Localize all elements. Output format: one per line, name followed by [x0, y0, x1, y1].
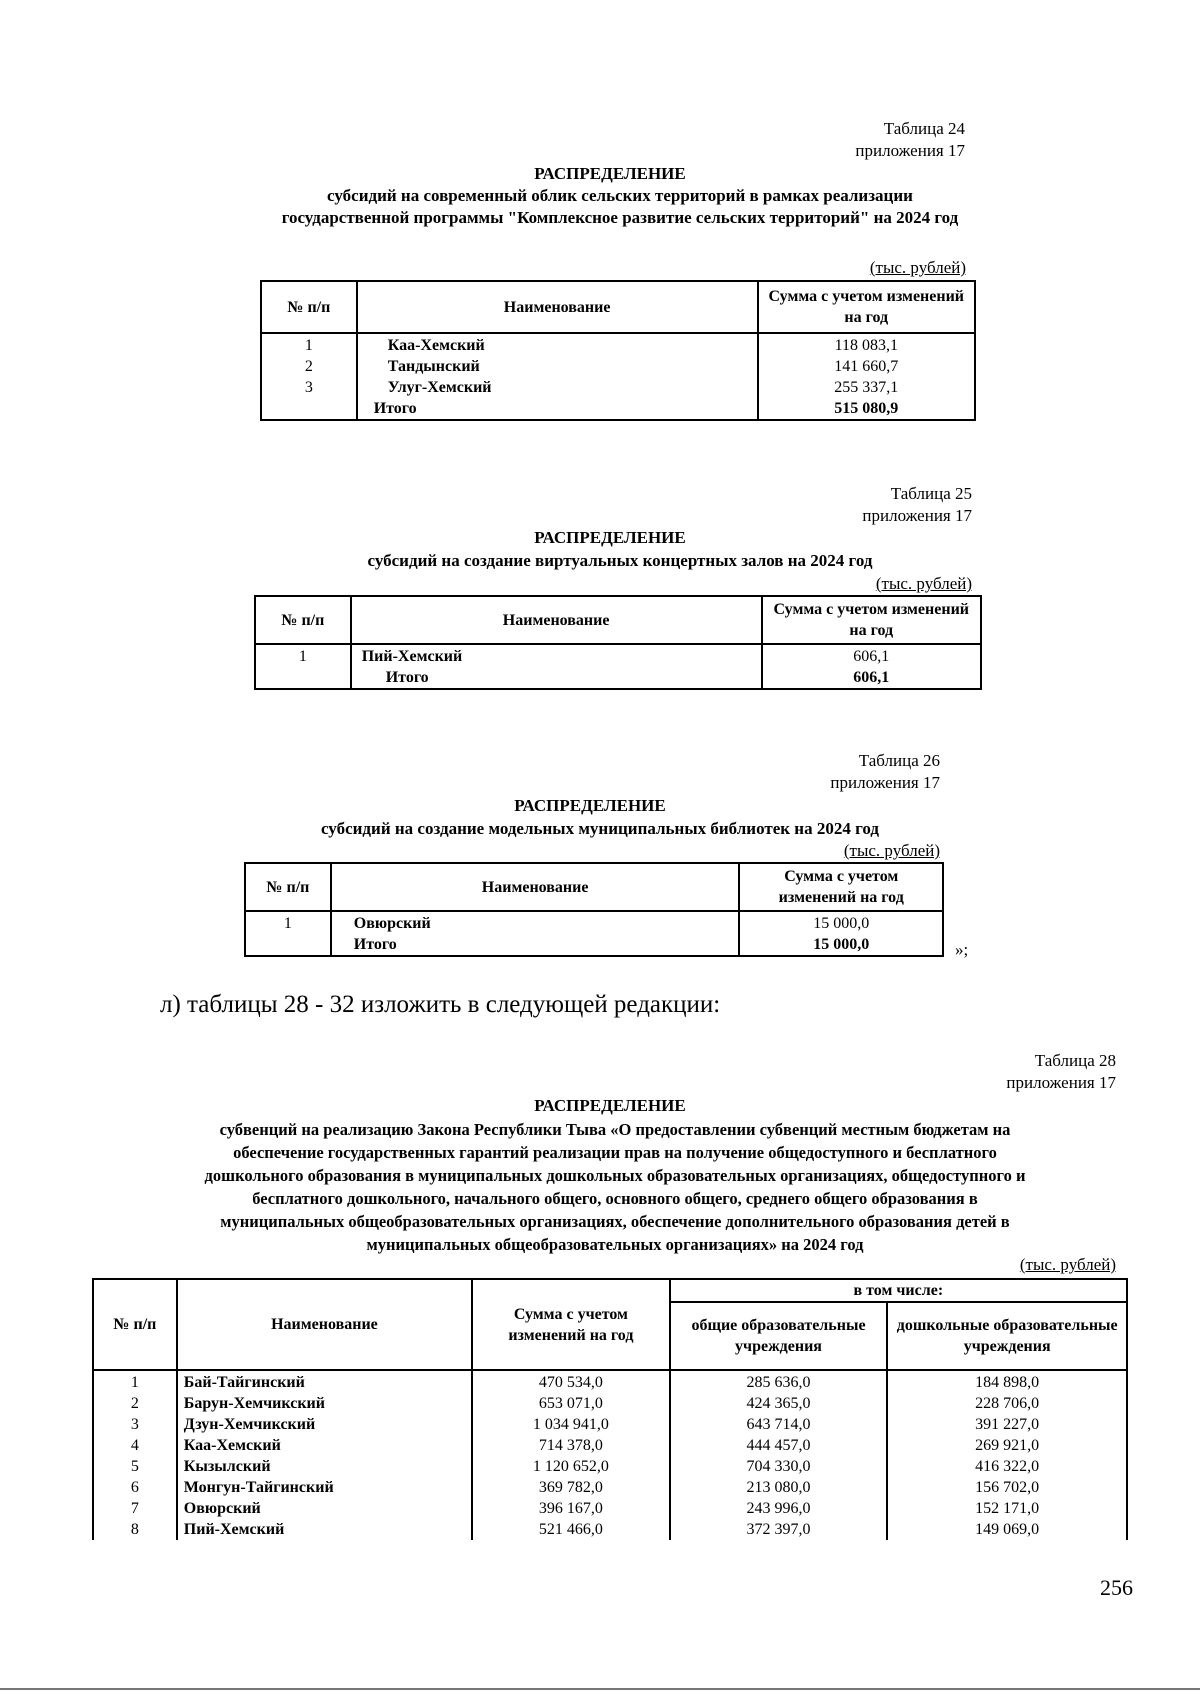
col-header-general: общие образовательные учреждения [670, 1302, 888, 1370]
col-header-name: Наименование [351, 596, 762, 644]
total-row: Итого 515 080,9 [261, 398, 975, 420]
table-row: 1 Овюрский 15 000,0 [245, 911, 943, 934]
table-row: 3 Дзун-Хемчикский 1 034 941,0 643 714,0 391 227,0 [93, 1414, 1127, 1435]
table-row: 6 Монгун-Тайгинский 369 782,0 213 080,0 156 702,0 [93, 1477, 1127, 1498]
col-header-sum: Сумма с учетом изменений на год [758, 281, 975, 333]
table26-unit: (тыс. рублей) [843, 841, 940, 860]
table24 [260, 280, 976, 421]
table25-unit: (тыс. рублей) [875, 574, 972, 593]
table-row: 3 Улуг-Хемский 255 337,1 [261, 377, 975, 398]
col-header-num: № п/п [245, 863, 331, 911]
page-bottom-line [0, 1688, 1200, 1690]
table-row: 2 Барун-Хемчикский 653 071,0 424 365,0 228 706,0 [93, 1393, 1127, 1414]
col-header-name: Наименование [331, 863, 740, 911]
instruction-paragraph: л) таблицы 28 - 32 изложить в следующей редакции: [160, 991, 721, 1018]
closing-quote: »; [955, 940, 969, 959]
col-header-num: № п/п [255, 596, 351, 644]
table-row: 5 Кызылский 1 120 652,0 704 330,0 416 322,0 [93, 1456, 1127, 1477]
table-row: 1 Пий-Хемский 606,1 [255, 644, 981, 667]
table24-unit: (тыс. рублей) [869, 258, 966, 277]
table24-caption: Таблица 24 приложения 17 [855, 119, 965, 160]
table24-heading: РАСПРЕДЕЛЕНИЕ [534, 164, 686, 183]
col-header-num: № п/п [93, 1279, 177, 1370]
table25-heading: РАСПРЕДЕЛЕНИЕ [534, 528, 686, 547]
table-row: 2 Тандынский 141 660,7 [261, 356, 975, 377]
col-header-name: Наименование [357, 281, 758, 333]
total-row: Итого 606,1 [255, 667, 981, 689]
table28-unit: (тыс. рублей) [1019, 1255, 1116, 1274]
col-header-including: в том числе: [670, 1279, 1127, 1302]
table25 [254, 595, 982, 690]
table28-subtitle: субвенций на реализацию Закона Республики Тыва «О предоставлении субвенций местным бюджетам на обеспечение государственных гарантий реализации прав на получение общедоступного и бесплатного дошкольного образования в муниципальных дошкольных образовательных организациях, общедоступного и бесплатного дошкольного, начального общего, основного общего, среднего общего образования в муниципальных общеобразовательных организациях, обеспечение дополнительного образования детей в муниципальных общеобразовательных организациях» на 2024 год [204, 1120, 1026, 1254]
col-header-sum: Сумма с учетом изменений на год [472, 1279, 670, 1370]
table-row: 8 Пий-Хемский 521 466,0 372 397,0 149 069,0 [93, 1519, 1127, 1540]
table25-subtitle: субсидий на создание виртуальных концертных залов на 2024 год [367, 551, 873, 570]
col-header-num: № п/п [261, 281, 357, 333]
table28-caption: Таблица 28 приложения 17 [1006, 1051, 1116, 1092]
table26 [244, 862, 944, 957]
table-row: 1 Каа-Хемский 118 083,1 [261, 333, 975, 356]
col-header-name: Наименование [177, 1279, 472, 1370]
table28 [92, 1278, 1128, 1540]
table26-subtitle: субсидий на создание модельных муниципальных библиотек на 2024 год [320, 819, 879, 838]
table28-heading: РАСПРЕДЕЛЕНИЕ [534, 1096, 686, 1115]
col-header-sum: Сумма с учетом изменений на год [762, 596, 981, 644]
total-row: Итого 15 000,0 [245, 934, 943, 956]
table25-caption: Таблица 25 приложения 17 [862, 484, 972, 525]
col-header-preschool: дошкольные образовательные учреждения [887, 1302, 1127, 1370]
page-number: 256 [1100, 1575, 1133, 1600]
table26-caption: Таблица 26 приложения 17 [830, 751, 940, 792]
table24-subtitle: субсидий на современный облик сельских территорий в рамках реализации государственной программы "Комплексное развитие сельских территорий" на 2024 год [281, 186, 959, 227]
table-row: 7 Овюрский 396 167,0 243 996,0 152 171,0 [93, 1498, 1127, 1519]
col-header-sum: Сумма с учетом изменений на год [739, 863, 943, 911]
table26-heading: РАСПРЕДЕЛЕНИЕ [514, 796, 666, 815]
table-row: 1 Бай-Тайгинский 470 534,0 285 636,0 184 898,0 [93, 1370, 1127, 1393]
table-row: 4 Каа-Хемский 714 378,0 444 457,0 269 921,0 [93, 1435, 1127, 1456]
